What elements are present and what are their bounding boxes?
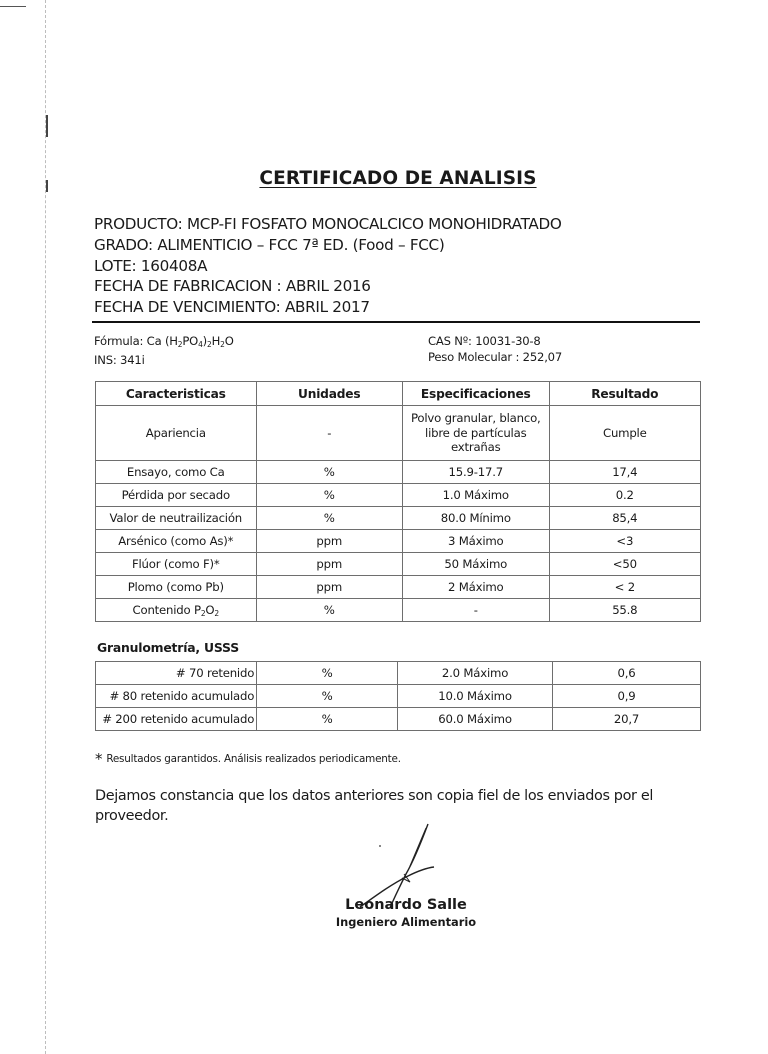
cell-unit: % — [257, 662, 398, 685]
cell-characteristic: Flúor (como F)* — [96, 553, 257, 576]
cell-unit: ppm — [256, 553, 402, 576]
chemical-formula: Fórmula: Ca $(H_2PO_4)_2H_2O$ — [94, 334, 234, 349]
column-header: Especificaciones — [402, 382, 549, 406]
signer-name: Leonardo Salle — [345, 897, 467, 913]
lot-number: LOTE: 160408A — [94, 256, 208, 275]
table-row — [96, 685, 701, 708]
cell-result: < 2 — [549, 576, 700, 599]
cell-specification: 3 Máximo — [402, 530, 549, 553]
granulometry-title: Granulometría, USSS — [97, 640, 239, 655]
cell-specification: 15.9-17.7 — [402, 461, 549, 484]
cell-result: 0,6 — [553, 662, 701, 685]
cell-result: 20,7 — [553, 708, 701, 731]
cell-unit: % — [256, 484, 402, 507]
cell-mesh: # 80 retenido acumulado — [96, 685, 257, 708]
cell-result: <3 — [549, 530, 700, 553]
ins-number: INS: 341i — [94, 352, 145, 367]
signer-role: Ingeniero Alimentario — [335, 915, 477, 929]
cell-characteristic: Plomo (como Pb) — [96, 576, 257, 599]
product-grade: GRADO: ALIMENTICIO – FCC 7ª ED. (Food – FCC) — [94, 235, 445, 254]
cell-result: <50 — [549, 553, 700, 576]
column-header: Resultado — [549, 382, 700, 406]
cell-specification: 10.0 Máximo — [398, 685, 553, 708]
table-row — [96, 708, 701, 731]
granulometry-table — [95, 661, 701, 731]
column-header: Unidades — [256, 382, 402, 406]
cas-block — [428, 334, 562, 365]
cell-characteristic: Contenido $P_2O_2$ — [96, 599, 257, 622]
cell-characteristic: Ensayo, como Ca — [96, 461, 257, 484]
cell-mesh: # 70 retenido — [96, 662, 257, 685]
cell-unit: % — [256, 461, 402, 484]
certification-statement: Dejamos constancia que los datos anteriores son copia fiel de los enviados por el proveedor. — [95, 788, 653, 824]
cell-specification: 50 Máximo — [402, 553, 549, 576]
cell-result: 0.2 — [549, 484, 700, 507]
molecular-weight: Peso Molecular : 252,07 — [428, 349, 563, 364]
column-header: Caracteristicas — [96, 382, 257, 406]
scan-edge-mark — [46, 115, 48, 137]
table-row — [96, 662, 701, 685]
cell-result: 17,4 — [549, 461, 700, 484]
table-row — [96, 461, 701, 484]
manufacture-date: FECHA DE FABRICACION : ABRIL 2016 — [94, 277, 371, 296]
cell-specification: 60.0 Máximo — [398, 708, 553, 731]
analysis-table — [95, 381, 701, 622]
cell-specification: Polvo granular, blanco, libre de partículas extrañas — [402, 406, 549, 461]
cell-unit: % — [257, 708, 398, 731]
table-row — [96, 553, 701, 576]
cell-specification: 1.0 Máximo — [402, 484, 549, 507]
cell-mesh: # 200 retenido acumulado — [96, 708, 257, 731]
footnote-text: Resultados garantidos. Análisis realizados periodicamente. — [106, 753, 401, 765]
cell-unit: % — [256, 599, 402, 622]
section-divider — [92, 321, 700, 323]
formula-block — [94, 334, 234, 368]
cell-specification: - — [402, 599, 549, 622]
table-row — [96, 530, 701, 553]
cell-specification: 80.0 Mínimo — [402, 507, 549, 530]
cell-characteristic: Apariencia — [96, 406, 257, 461]
cell-characteristic: Valor de neutrailización — [96, 507, 257, 530]
cas-number: CAS Nº: 10031-30-8 — [428, 334, 541, 348]
cell-unit: % — [257, 685, 398, 708]
table-row — [96, 507, 701, 530]
cell-specification: 2 Máximo — [402, 576, 549, 599]
table-row — [96, 576, 701, 599]
asterisk: * — [95, 750, 103, 768]
cell-result: Cumple — [549, 406, 700, 461]
footnote — [95, 750, 401, 768]
cell-result: 85,4 — [549, 507, 700, 530]
cell-specification: 2.0 Máximo — [398, 662, 553, 685]
product-name: PRODUCTO: MCP-FI FOSFATO MONOCALCICO MONOHIDRATADO — [94, 215, 562, 233]
document-title: CERTIFICADO DE ANALISIS — [259, 168, 537, 189]
cell-unit: - — [256, 406, 402, 461]
product-info — [94, 214, 562, 318]
table-header-row — [96, 382, 701, 406]
cell-unit: % — [256, 507, 402, 530]
expiry-date: FECHA DE VENCIMIENTO: ABRIL 2017 — [94, 298, 370, 317]
cell-unit: ppm — [256, 530, 402, 553]
cell-characteristic: Pérdida por secado — [96, 484, 257, 507]
table-row — [96, 599, 701, 622]
cell-result: 55.8 — [549, 599, 700, 622]
scan-page-edge — [45, 0, 47, 1054]
cell-result: 0,9 — [553, 685, 701, 708]
cell-unit: ppm — [256, 576, 402, 599]
table-row — [96, 484, 701, 507]
table-row — [96, 406, 701, 461]
scan-corner-mark — [0, 6, 26, 7]
cell-characteristic: Arsénico (como As)* — [96, 530, 257, 553]
